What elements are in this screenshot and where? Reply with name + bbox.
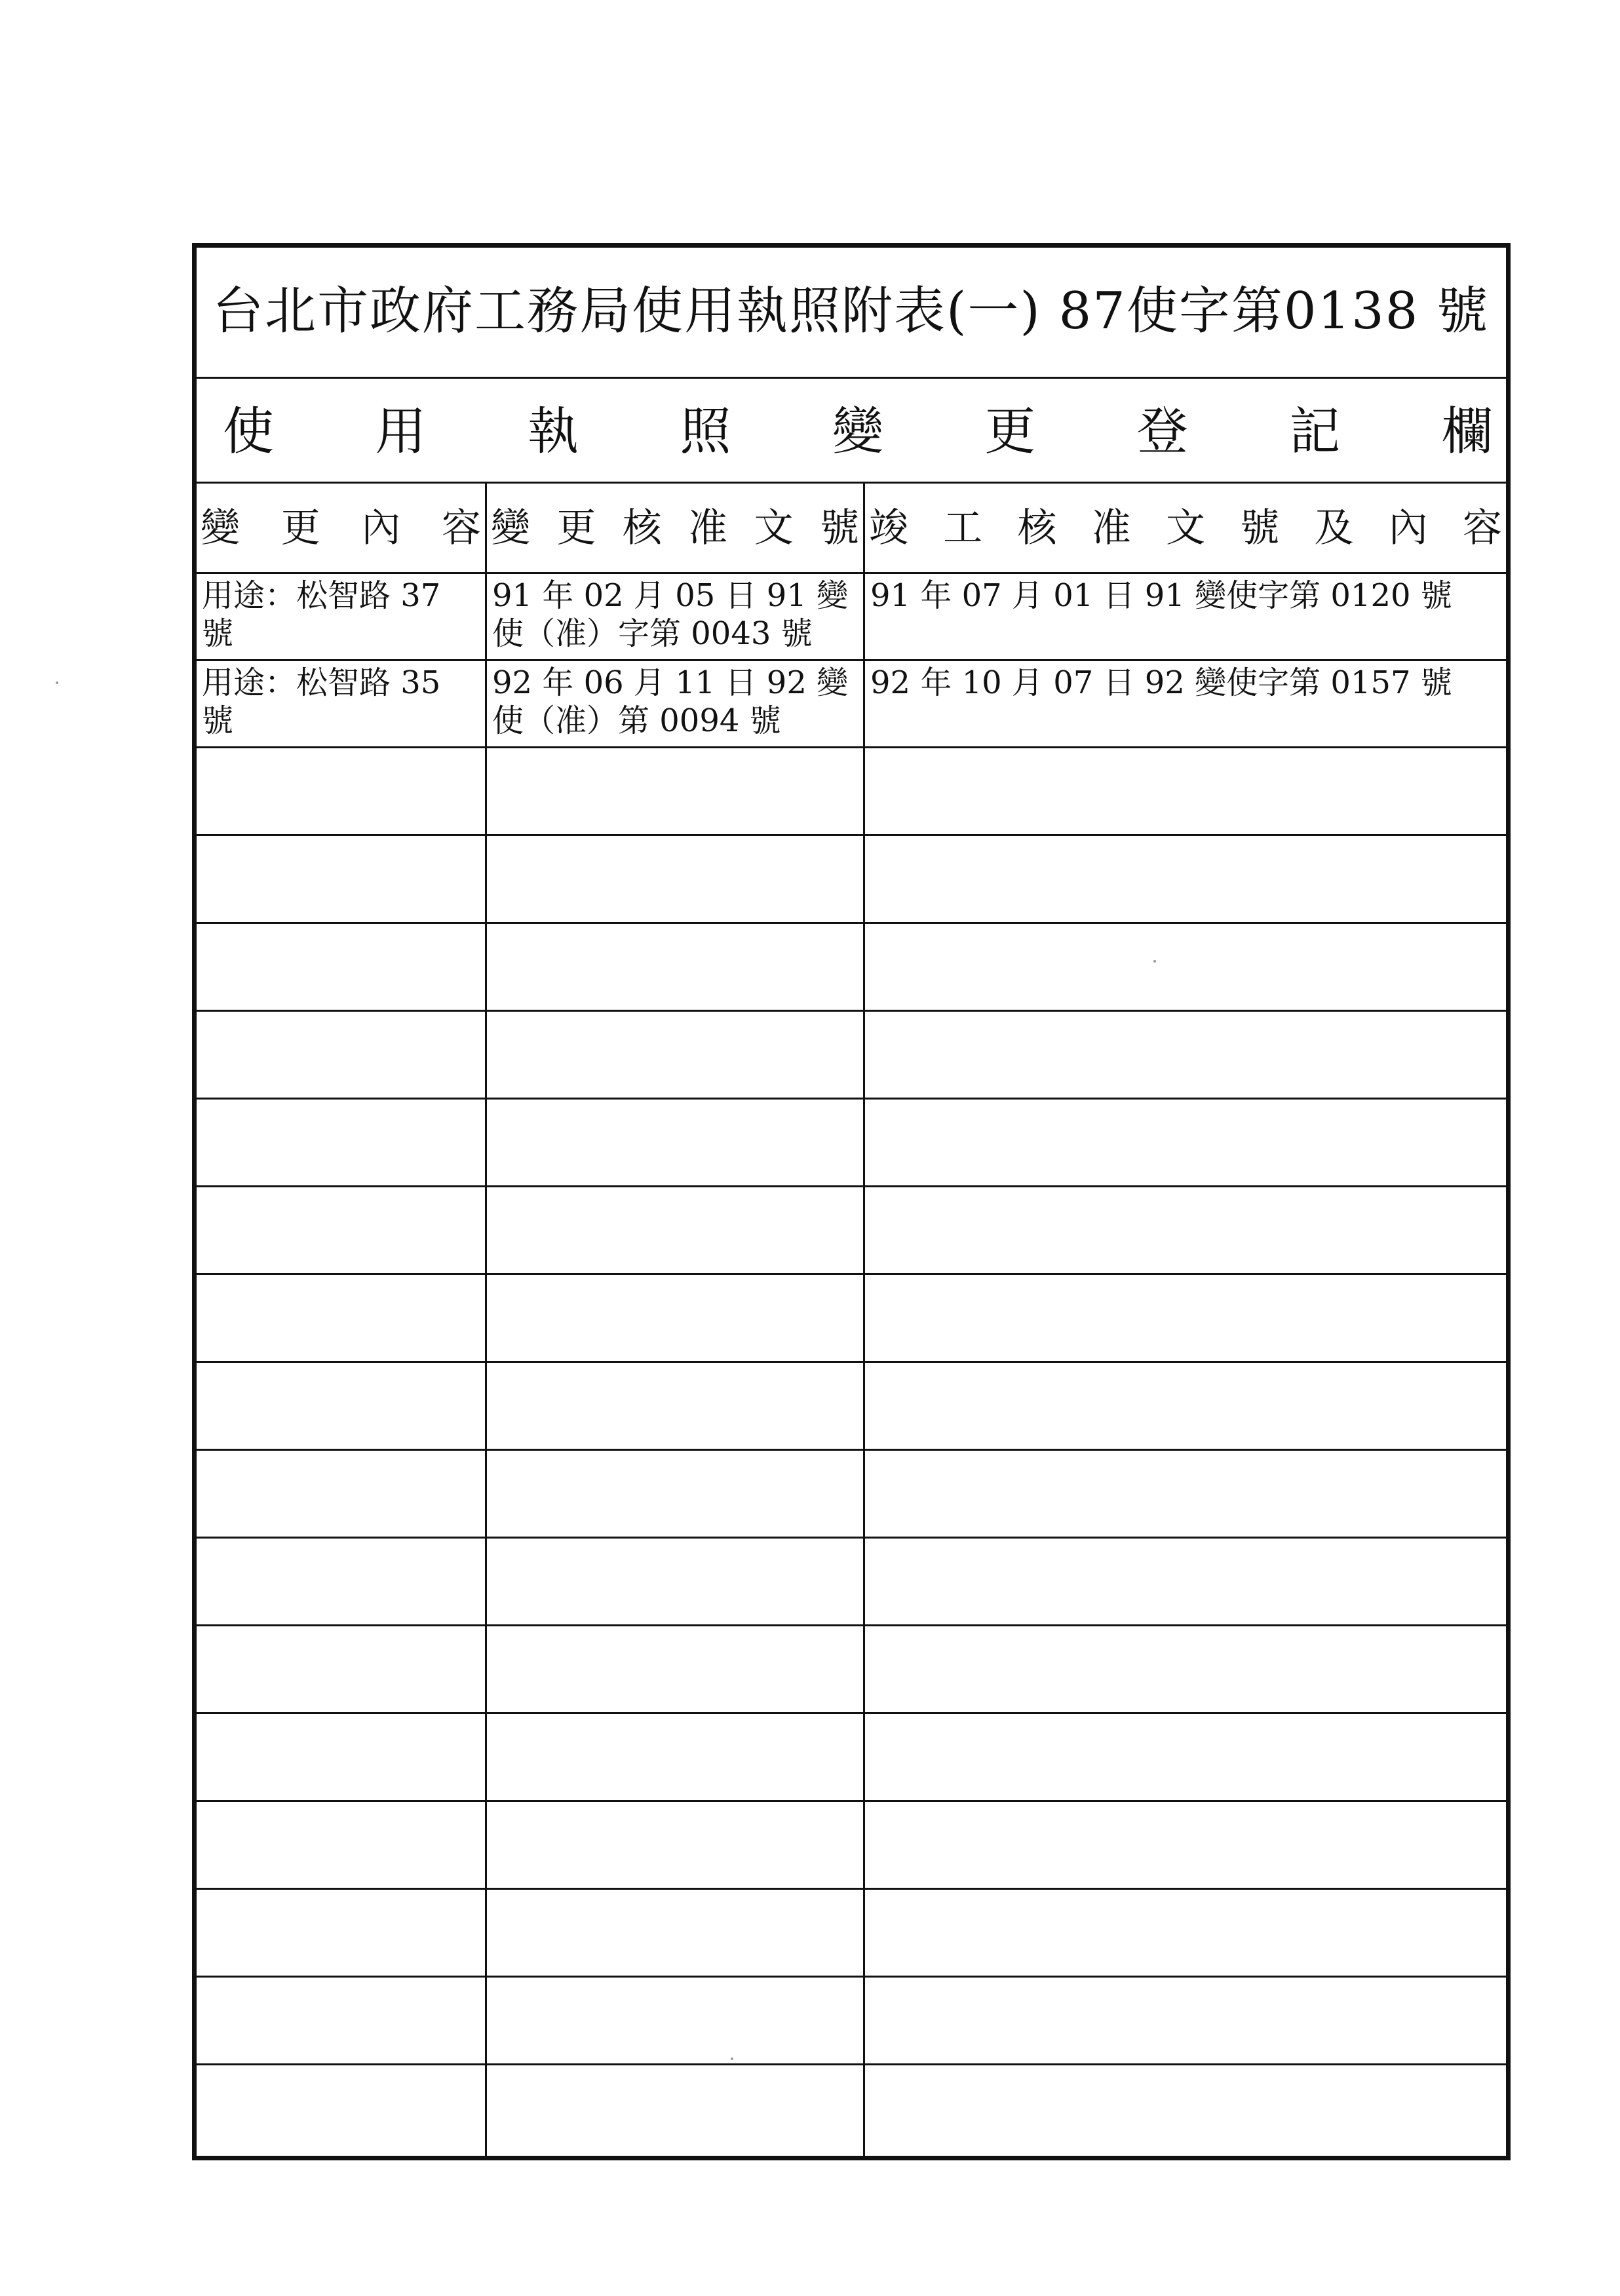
heading-char: 用 bbox=[375, 402, 427, 461]
column-header-char: 竣 bbox=[869, 505, 908, 551]
table-row-2-completion bbox=[865, 661, 1506, 746]
column-header-char: 核 bbox=[1017, 505, 1057, 551]
column-header-char: 號 bbox=[1240, 505, 1280, 551]
cell-text: 使（准）字第 0043 號 bbox=[492, 615, 813, 652]
cell-text: 號 bbox=[202, 615, 234, 652]
cell-text: 91 年 02 月 05 日 91 變 bbox=[492, 577, 849, 614]
column-header-char: 容 bbox=[441, 505, 481, 551]
column-header-char: 容 bbox=[1463, 505, 1502, 551]
row-divider bbox=[197, 1273, 1506, 1275]
row-divider bbox=[197, 1800, 1506, 1802]
column-header-char: 文 bbox=[1166, 505, 1205, 551]
column-header-char: 准 bbox=[688, 505, 728, 551]
row-divider bbox=[197, 1098, 1506, 1100]
heading-row bbox=[197, 379, 1506, 484]
scan-speck bbox=[56, 681, 58, 684]
column-header-char: 工 bbox=[943, 505, 983, 551]
row-divider bbox=[197, 1976, 1506, 1978]
cell-text: 92 年 06 月 11 日 92 變 bbox=[492, 664, 849, 701]
row-divider bbox=[197, 1449, 1506, 1451]
table-row-2-approval bbox=[487, 661, 863, 746]
column-header-char: 內 bbox=[1388, 505, 1428, 551]
table-row-1-completion bbox=[865, 574, 1506, 659]
column-header-char: 號 bbox=[819, 505, 859, 551]
cell-text: 用途：松智路 37 bbox=[202, 577, 441, 614]
row-divider bbox=[197, 2063, 1506, 2065]
column-header-char: 更 bbox=[280, 505, 320, 551]
row-divider bbox=[197, 1185, 1506, 1187]
cell-text: 使（准）第 0094 號 bbox=[492, 702, 781, 739]
row-divider bbox=[197, 572, 1506, 574]
column-header-change-approval-no bbox=[487, 484, 863, 572]
table-row-1-approval bbox=[487, 574, 863, 659]
heading-char: 使 bbox=[223, 402, 275, 461]
heading-char: 登 bbox=[1136, 402, 1188, 461]
table-row-1-content bbox=[197, 574, 485, 659]
row-divider bbox=[197, 659, 1506, 661]
row-divider bbox=[197, 922, 1506, 924]
cell-text: 92 年 10 月 07 日 92 變使字第 0157 號 bbox=[870, 664, 1452, 701]
row-divider bbox=[197, 746, 1506, 748]
heading-char: 照 bbox=[680, 402, 731, 461]
row-divider bbox=[197, 1712, 1506, 1714]
column-header-char: 內 bbox=[361, 505, 401, 551]
license-change-form bbox=[192, 243, 1511, 2160]
column-header-char: 變 bbox=[201, 505, 240, 551]
cell-text: 用途：松智路 35 bbox=[202, 664, 441, 701]
form-title: 台北市政府工務局使用執照附表(一) 87使字第0138 號 bbox=[212, 282, 1490, 341]
row-divider bbox=[197, 1888, 1506, 1890]
heading-char: 記 bbox=[1289, 402, 1341, 461]
heading-char: 欄 bbox=[1441, 402, 1493, 461]
column-header-char: 核 bbox=[622, 505, 662, 551]
table-row-2-content bbox=[197, 661, 485, 746]
section-heading bbox=[223, 402, 1493, 461]
column-header-char: 准 bbox=[1091, 505, 1131, 551]
column-header-char: 變 bbox=[491, 505, 530, 551]
title-row bbox=[197, 248, 1506, 379]
record-table bbox=[197, 484, 1506, 2156]
row-divider bbox=[197, 834, 1506, 836]
column-header-completion-approval bbox=[865, 484, 1506, 572]
column-header-char: 文 bbox=[754, 505, 794, 551]
row-divider bbox=[197, 1010, 1506, 1012]
column-header-char: 及 bbox=[1314, 505, 1354, 551]
heading-char: 更 bbox=[984, 402, 1036, 461]
row-divider bbox=[197, 1624, 1506, 1626]
scan-speck bbox=[1153, 960, 1156, 963]
scan-speck bbox=[731, 2057, 733, 2060]
cell-text: 號 bbox=[202, 702, 234, 739]
row-divider bbox=[197, 1361, 1506, 1363]
column-header-char: 更 bbox=[556, 505, 596, 551]
heading-char: 執 bbox=[527, 402, 579, 461]
column-header-change-content bbox=[197, 484, 485, 572]
cell-text: 91 年 07 月 01 日 91 變使字第 0120 號 bbox=[870, 577, 1452, 614]
heading-char: 變 bbox=[832, 402, 883, 461]
row-divider bbox=[197, 1537, 1506, 1539]
